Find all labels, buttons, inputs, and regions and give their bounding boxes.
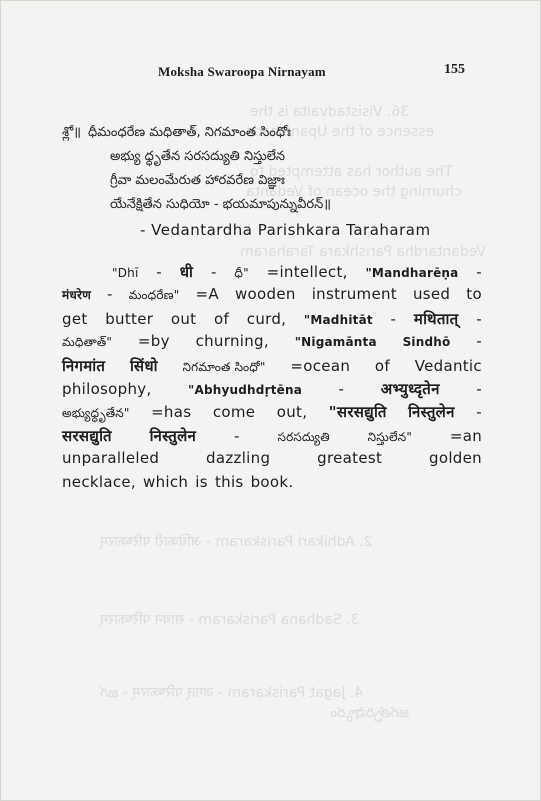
gloss-token: unparalleled	[62, 449, 160, 468]
gloss-token: निगमांत	[62, 356, 106, 375]
gloss-token: -	[156, 263, 162, 281]
verse-source: - Vedantardha Parishkara Taraharam	[140, 221, 431, 239]
gloss-token: greatest	[317, 449, 383, 468]
gloss-token: "Madhitāt	[303, 312, 373, 327]
gloss-token: "Mandharēṇa	[365, 266, 459, 280]
gloss-token: మధితాత్"	[62, 335, 113, 350]
gloss-line	[62, 285, 482, 308]
gloss-token: నిగమాంత సింధో"	[182, 359, 266, 374]
gloss-line	[62, 379, 482, 402]
gloss-token: dazzling	[206, 449, 271, 468]
gloss-token: wooden	[234, 285, 296, 304]
gloss-token: of	[214, 309, 230, 328]
gloss-line	[62, 309, 482, 332]
gloss-token: =ocean	[290, 356, 351, 375]
running-header-title: Moksha Swaroopa Nirnayam	[158, 64, 326, 79]
verse-line: గ్రీవా మలంమేరుత హారవరేణ విజ్ఞాః	[110, 173, 285, 188]
bleed-through-line: The author has attempted to	[250, 164, 453, 180]
verse-label: శ్లో॥	[62, 125, 81, 140]
gloss-token: out	[170, 309, 197, 328]
gloss-token: -	[390, 309, 397, 328]
bleed-through-line: essence of the Upanishads	[246, 124, 435, 140]
gloss-token: come	[212, 403, 256, 422]
gloss-token: "सरसद्युति	[328, 403, 387, 422]
verse-line: యేనేక్షితేన సుధియో - భయమాపున్నువీరన్॥	[110, 197, 332, 212]
gloss-token: =an	[449, 426, 482, 445]
gloss-token: -	[476, 263, 482, 281]
word-meaning-paragraph	[62, 262, 482, 496]
gloss-line	[62, 356, 482, 379]
gloss-line	[62, 426, 482, 449]
gloss-token: out,	[276, 403, 308, 422]
gloss-line	[62, 473, 482, 496]
bleed-through-line: 36. Visistadvaita is the	[250, 104, 410, 120]
verse-line: అభ్యు ధ్ధృతేన సరసద్యుతి నిస్తులేన	[110, 149, 286, 164]
gloss-token: -	[476, 309, 482, 328]
gloss-token: "Nigamānta	[294, 335, 377, 350]
gloss-token: अभ्युध्दृतेन	[380, 379, 440, 398]
gloss-line	[62, 402, 482, 425]
gloss-token: -	[476, 403, 482, 422]
gloss-line	[62, 262, 482, 285]
gloss-token: necklace, which is this book.	[62, 472, 294, 491]
gloss-token: -	[338, 379, 345, 398]
gloss-token: =A	[195, 285, 219, 304]
gloss-line	[62, 332, 482, 355]
gloss-token: =intellect,	[266, 263, 348, 281]
gloss-token: మంధరేణ"	[128, 288, 180, 303]
gloss-token: -	[233, 426, 240, 445]
gloss-token: సరసద్యుతి	[277, 429, 330, 444]
gloss-token: निस्तुलेन	[408, 403, 455, 422]
gloss-token: Vedantic	[414, 356, 482, 375]
page-number: 155	[444, 62, 465, 77]
gloss-token: -	[476, 332, 482, 351]
gloss-token: philosophy,	[62, 379, 152, 398]
gloss-token: used	[412, 285, 451, 304]
gloss-token: मथितात्	[413, 309, 459, 328]
gloss-token: ధీ"	[234, 266, 249, 280]
verse-line: ధీమంధరేణ మధితాత్, నిగమాంత సింధోః	[88, 125, 291, 140]
gloss-token: =by	[137, 332, 170, 351]
gloss-token: -	[210, 263, 217, 281]
gloss-token: Sindhō	[402, 335, 451, 350]
gloss-token: =has	[151, 403, 192, 422]
gloss-token: धी	[179, 263, 194, 281]
gloss-token: golden	[429, 449, 482, 468]
gloss-token: निस्तुलेन	[149, 426, 197, 445]
gloss-token: to	[466, 285, 482, 304]
bleed-through-line: 4. Jagat Pariskaram - जगत् परिष्कारम् - జగ	[100, 685, 364, 701]
gloss-token: నిస్తులేన"	[367, 429, 413, 444]
bleed-through-line: 3. Sadhana Pariskaram - साधन परिष्कारम्	[100, 612, 360, 628]
gloss-token: instrument	[311, 285, 397, 304]
bleed-through-line: 2. Adhikari Pariskaram - अधिकारी परिष्कारम्	[100, 534, 373, 550]
gloss-line	[62, 449, 482, 472]
gloss-token: butter	[105, 309, 154, 328]
gloss-token: అభ్యుధ్ధృతేన"	[62, 406, 130, 421]
bleed-through-line: జగత్పరిష్కారం	[330, 705, 410, 721]
gloss-token: "Dhī	[112, 266, 139, 280]
gloss-token: सरसद्युति	[62, 426, 112, 445]
bleed-through-line: Vedantardha Parishkara Taraharam	[240, 244, 486, 260]
gloss-token: get	[62, 309, 88, 328]
gloss-token: सिंधो	[130, 356, 158, 375]
gloss-token: मंधरेण	[62, 288, 91, 303]
gloss-token: of	[374, 356, 390, 375]
bleed-through-line: churning the ocean of Vedanta	[246, 184, 462, 200]
gloss-token: curd,	[246, 309, 287, 328]
gloss-token: -	[106, 285, 113, 304]
gloss-token: -	[476, 379, 482, 398]
gloss-token: churning,	[195, 332, 269, 351]
gloss-token: "Abhyudhdṛtēna	[188, 382, 303, 397]
